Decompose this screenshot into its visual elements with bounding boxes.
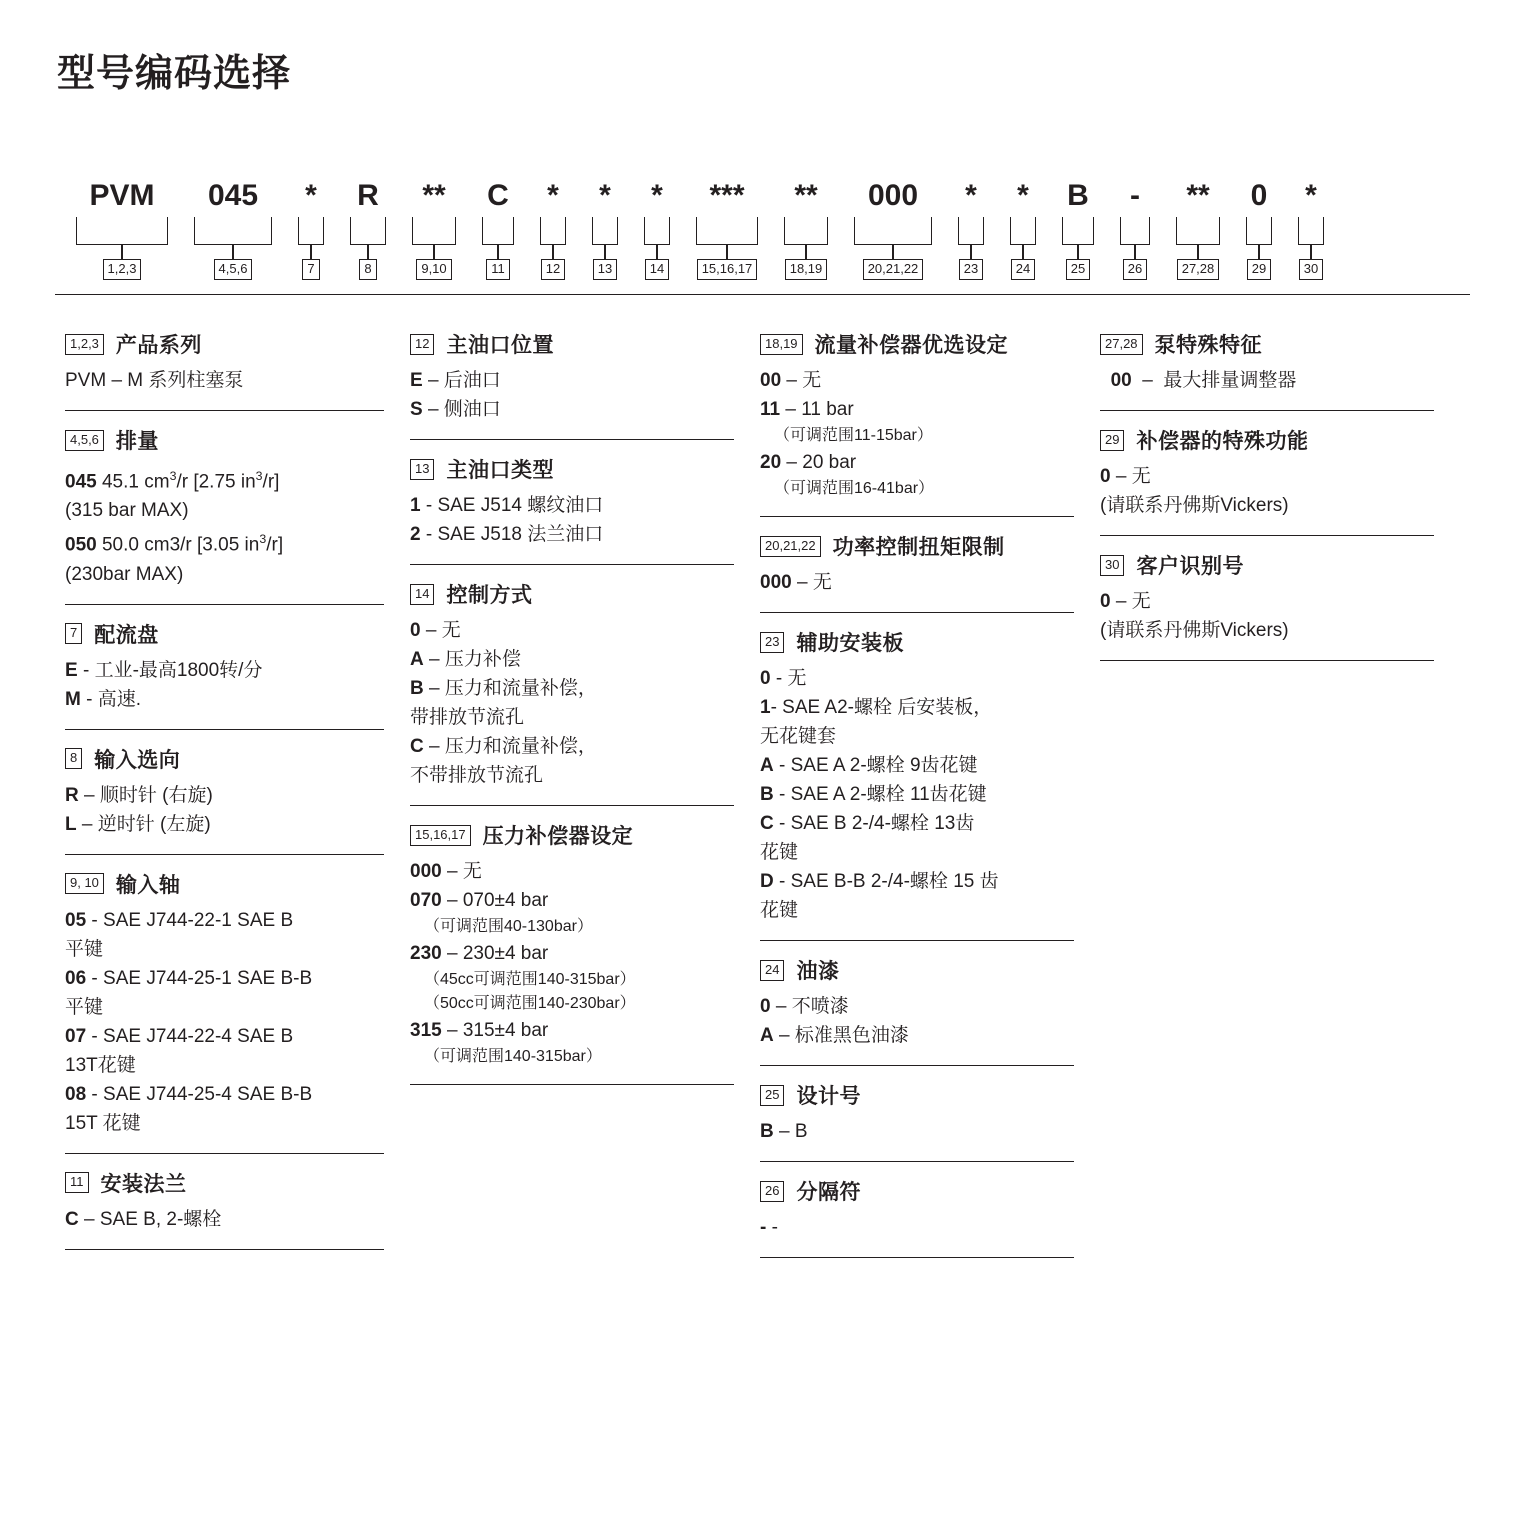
code-stem	[726, 245, 728, 259]
option-section	[65, 425, 384, 588]
option-entry: 无花键套	[760, 726, 837, 747]
code-segment	[683, 179, 771, 280]
code-stem	[1197, 245, 1199, 259]
option-section	[65, 329, 384, 394]
code-segment	[399, 179, 469, 280]
option-note: （50cc可调范围140-230bar）	[424, 995, 636, 1012]
option-note: （可调范围11-15bar）	[774, 427, 933, 444]
section-header	[65, 425, 384, 455]
code-position-label: 30	[1299, 259, 1323, 280]
option-entry: D - SAE B-B 2-/4-螺栓 15 齿	[760, 871, 999, 892]
code-bracket	[854, 217, 932, 245]
code-segment	[63, 179, 181, 280]
section-title: 油漆	[796, 960, 840, 983]
option-entry: 1- SAE A2-螺栓 后安装板，	[760, 697, 993, 718]
option-entry: 000 – 无	[760, 572, 832, 593]
code-stem	[1310, 245, 1312, 259]
section-title: 产品系列	[115, 334, 202, 357]
code-char: *	[651, 179, 663, 212]
option-section	[65, 869, 384, 1137]
code-bracket	[784, 217, 828, 245]
section-header	[65, 1168, 384, 1198]
code-char: 0	[1250, 179, 1268, 212]
code-stem	[433, 245, 435, 259]
section-divider	[65, 410, 384, 411]
option-entry: A – 压力补偿	[410, 649, 521, 670]
code-position-label: 15,16,17	[697, 259, 758, 280]
code-char: B	[1067, 179, 1089, 212]
section-divider	[760, 1161, 1074, 1162]
option-section	[410, 820, 734, 1068]
section-position-label: 27,28	[1100, 334, 1143, 355]
option-entry: C - SAE B 2-/4-螺栓 13齿	[760, 813, 975, 834]
code-bracket	[194, 217, 272, 245]
code-segment	[1107, 179, 1163, 280]
section-position-label: 8	[65, 748, 82, 769]
option-entry: 0 – 无	[1100, 591, 1151, 612]
section-header	[760, 1080, 1074, 1110]
code-stem	[1134, 245, 1136, 259]
code-bracket	[298, 217, 324, 245]
code-char: C	[487, 179, 509, 212]
code-position-label: 9,10	[416, 259, 451, 280]
option-entry: PVM – M 系列柱塞泵	[65, 370, 244, 391]
section-title: 流量补偿器优选设定	[814, 334, 1009, 357]
option-entry: 不带排放节流孔	[410, 765, 544, 786]
option-entry: 0 – 不喷漆	[760, 996, 849, 1017]
option-section	[410, 454, 734, 548]
code-position-label: 27,28	[1177, 259, 1220, 280]
option-entry: 08 - SAE J744-25-4 SAE B-B	[65, 1083, 313, 1105]
option-entry: L – 逆时针 (左旋)	[65, 813, 211, 835]
code-char: *	[1305, 179, 1317, 212]
section-header	[65, 619, 384, 649]
section-title: 补偿器的特殊功能	[1136, 430, 1309, 453]
section-position-label: 1,2,3	[65, 334, 104, 355]
section-header	[760, 329, 1074, 359]
option-section	[760, 955, 1074, 1049]
option-note: （可调范围140-315bar）	[424, 1048, 602, 1065]
option-entry: (请联系丹佛斯Vickers)	[1100, 495, 1289, 516]
option-entry: 315 – 315±4 bar	[410, 1020, 549, 1041]
code-segment	[997, 179, 1049, 280]
section-divider	[1100, 535, 1434, 536]
code-position-label: 23	[959, 259, 983, 280]
section-position-label: 15,16,17	[410, 825, 471, 846]
option-section	[760, 1176, 1074, 1241]
options-column	[410, 329, 760, 1099]
option-entry: 带排放节流孔	[410, 707, 525, 728]
section-divider	[760, 612, 1074, 613]
code-char: 000	[867, 179, 919, 212]
code-stem	[805, 245, 807, 259]
code-segment	[1163, 179, 1233, 280]
section-divider	[1100, 660, 1434, 661]
section-header	[1100, 425, 1434, 455]
section-header	[760, 627, 1074, 657]
section-divider	[410, 564, 734, 565]
option-section	[760, 329, 1074, 500]
option-entry: B – B	[760, 1121, 808, 1142]
section-divider	[410, 439, 734, 440]
option-entry: 00 – 最大排量调整器	[1110, 370, 1297, 391]
code-stem	[604, 245, 606, 259]
section-title: 功率控制扭矩限制	[832, 536, 1005, 559]
code-segment	[841, 179, 945, 280]
option-entry: 07 - SAE J744-22-4 SAE B	[65, 1025, 294, 1047]
section-position-label: 13	[410, 459, 434, 480]
code-segment	[945, 179, 997, 280]
code-stem	[310, 245, 312, 259]
code-position-label: 29	[1247, 259, 1271, 280]
option-entry: 0 – 无	[410, 620, 461, 641]
section-header	[410, 329, 734, 359]
section-title: 压力补偿器设定	[482, 825, 634, 848]
option-entry: 050 50.0 cm3/r [3.05 $in^3/r$]	[65, 532, 284, 556]
code-char: *	[547, 179, 559, 212]
section-divider	[65, 854, 384, 855]
option-section	[410, 579, 734, 789]
code-stem	[232, 245, 234, 259]
code-position-label: 8	[359, 259, 376, 280]
section-position-label: 24	[760, 960, 784, 981]
code-stem	[552, 245, 554, 259]
section-position-label: 30	[1100, 555, 1124, 576]
section-position-label: 4,5,6	[65, 430, 104, 451]
option-section	[1100, 329, 1434, 394]
section-divider	[1100, 410, 1434, 411]
code-position-label: 24	[1011, 259, 1035, 280]
option-entry: 0 - 无	[760, 668, 807, 689]
options-column	[1100, 329, 1460, 675]
option-entry: 花键	[760, 900, 799, 921]
code-segment	[631, 179, 683, 280]
option-entry: 20 – 20 bar	[760, 452, 857, 473]
code-segment	[1285, 179, 1337, 280]
section-title: 主油口位置	[446, 334, 554, 357]
option-entry: M - 高速.	[65, 688, 141, 710]
code-char: *	[1017, 179, 1029, 212]
code-char: *	[599, 179, 611, 212]
code-stem	[1077, 245, 1079, 259]
section-position-label: 29	[1100, 430, 1124, 451]
code-position-label: 25	[1066, 259, 1090, 280]
section-divider	[65, 1153, 384, 1154]
section-divider	[65, 1249, 384, 1250]
code-stem	[1022, 245, 1024, 259]
code-char: **	[1186, 179, 1210, 212]
section-title: 设计号	[796, 1085, 861, 1108]
option-entry: 1 - SAE J514 螺纹油口	[410, 495, 604, 516]
section-header	[1100, 550, 1434, 580]
section-divider	[65, 729, 384, 730]
option-section	[65, 619, 384, 713]
code-position-label: 12	[541, 259, 565, 280]
option-entry: 平键	[65, 996, 104, 1018]
code-position-label: 26	[1123, 259, 1147, 280]
section-title: 客户识别号	[1136, 555, 1244, 578]
option-entry: E - 工业-最高1800转/分	[65, 659, 263, 681]
code-bracket	[592, 217, 618, 245]
code-segment	[181, 179, 285, 280]
code-stem	[121, 245, 123, 259]
section-divider	[65, 604, 384, 605]
option-section	[1100, 425, 1434, 519]
section-position-label: 11	[65, 1172, 89, 1193]
option-entry: (230bar MAX)	[65, 563, 184, 585]
option-entry: 花键	[760, 842, 799, 863]
code-segment	[527, 179, 579, 280]
option-entry: A – 标准黑色油漆	[760, 1025, 909, 1046]
section-divider	[410, 805, 734, 806]
code-char: R	[357, 179, 379, 212]
code-char: ***	[709, 179, 745, 212]
section-header	[410, 454, 734, 484]
code-bracket	[412, 217, 456, 245]
code-position-label: 20,21,22	[863, 259, 924, 280]
code-position-label: 11	[486, 259, 510, 280]
section-header	[760, 955, 1074, 985]
section-position-label: 14	[410, 584, 434, 605]
code-stem	[656, 245, 658, 259]
option-entry: (请联系丹佛斯Vickers)	[1100, 620, 1289, 641]
code-bracket	[1298, 217, 1324, 245]
option-note: （可调范围16-41bar）	[774, 480, 935, 497]
option-section	[65, 1168, 384, 1233]
code-stem	[367, 245, 369, 259]
section-position-label: 25	[760, 1085, 784, 1106]
option-entry: E – 后油口	[410, 370, 501, 391]
code-position-label: 4,5,6	[214, 259, 253, 280]
section-header	[760, 1176, 1074, 1206]
option-entry: 13T花键	[65, 1054, 136, 1076]
code-bracket	[482, 217, 514, 245]
section-position-label: 9, 10	[65, 873, 104, 894]
option-entry: 00 – 无	[760, 370, 822, 391]
code-stem	[970, 245, 972, 259]
code-bracket	[1176, 217, 1220, 245]
section-divider	[760, 1257, 1074, 1258]
code-segment	[771, 179, 841, 280]
options-columns	[55, 329, 1470, 1272]
section-position-label: 7	[65, 623, 82, 644]
code-position-label: 14	[645, 259, 669, 280]
section-title: 配流盘	[94, 623, 159, 647]
option-entry: A - SAE A 2-螺栓 9齿花键	[760, 755, 978, 776]
section-title: 输入轴	[115, 873, 181, 897]
code-segment	[1049, 179, 1107, 280]
page-title: 型号编码选择	[57, 53, 292, 95]
section-header	[410, 579, 734, 609]
section-header	[65, 329, 384, 359]
option-section	[760, 531, 1074, 596]
code-bracket	[76, 217, 168, 245]
option-entry: 0 – 无	[1100, 466, 1151, 487]
option-entry: R – 顺时针 (右旋)	[65, 784, 213, 806]
section-title: 控制方式	[446, 584, 533, 607]
section-divider	[760, 1065, 1074, 1066]
section-header	[760, 531, 1074, 561]
option-entry: 2 - SAE J518 法兰油口	[410, 524, 604, 545]
code-segment	[1233, 179, 1285, 280]
code-char: -	[1130, 179, 1140, 212]
option-entry: 05 - SAE J744-22-1 SAE B	[65, 909, 294, 931]
option-entry: - -	[760, 1217, 778, 1238]
section-divider	[760, 516, 1074, 517]
code-stem	[892, 245, 894, 259]
section-position-label: 23	[760, 632, 784, 653]
code-divider	[55, 294, 1470, 295]
code-bracket	[1246, 217, 1272, 245]
code-position-label: 13	[593, 259, 617, 280]
code-bracket	[1120, 217, 1150, 245]
code-char: *	[305, 179, 317, 212]
code-char: **	[794, 179, 818, 212]
section-title: 分隔符	[796, 1181, 861, 1204]
code-char: **	[422, 179, 446, 212]
section-position-label: 12	[410, 334, 434, 355]
section-title: 输入选向	[94, 748, 181, 772]
option-section	[1100, 550, 1434, 644]
code-stem	[1258, 245, 1260, 259]
section-position-label: 26	[760, 1181, 784, 1202]
option-entry: 11 – 11 bar	[760, 399, 854, 420]
option-note: （可调范围40-130bar）	[424, 918, 593, 935]
option-entry: 230 – 230±4 bar	[410, 943, 549, 964]
section-divider	[410, 1084, 734, 1085]
code-segment	[337, 179, 399, 280]
section-header	[410, 820, 734, 850]
code-bracket	[958, 217, 984, 245]
option-section	[760, 1080, 1074, 1145]
option-entry: B – 压力和流量补偿，	[410, 678, 597, 699]
code-bracket	[540, 217, 566, 245]
code-position-label: 7	[302, 259, 319, 280]
option-entry: 000 – 无	[410, 861, 482, 882]
section-title: 主油口类型	[446, 459, 554, 482]
code-stem	[497, 245, 499, 259]
code-position-label: 1,2,3	[103, 259, 142, 280]
section-position-label: 18,19	[760, 334, 803, 355]
option-entry: 06 - SAE J744-25-1 SAE B-B	[65, 967, 313, 989]
option-entry: 045 45.1 $cm^3/r$ [2.75 $in^3/r$]	[65, 469, 280, 493]
code-position-label: 18,19	[785, 259, 828, 280]
code-bracket	[1010, 217, 1036, 245]
option-entry: S – 侧油口	[410, 399, 501, 420]
option-entry: 平键	[65, 938, 104, 960]
option-entry: (315 bar MAX)	[65, 500, 189, 522]
code-bracket	[1062, 217, 1094, 245]
section-title: 排量	[115, 430, 159, 453]
code-bracket	[350, 217, 386, 245]
code-row	[55, 179, 1470, 280]
option-entry: C – SAE B, 2-螺栓	[65, 1208, 222, 1230]
options-column	[760, 329, 1100, 1272]
section-title: 泵特殊特征	[1154, 334, 1263, 357]
code-segment	[579, 179, 631, 280]
code-bracket	[696, 217, 758, 245]
options-column	[55, 329, 410, 1264]
section-title: 辅助安装板	[796, 632, 904, 655]
code-segment	[285, 179, 337, 280]
section-header	[65, 744, 384, 774]
option-note: （45cc可调范围140-315bar）	[424, 971, 636, 988]
code-char: PVM	[89, 179, 155, 212]
option-entry: C – 压力和流量补偿，	[410, 736, 597, 757]
code-segment	[469, 179, 527, 280]
option-entry: 15T 花键	[65, 1112, 141, 1134]
code-bracket	[644, 217, 670, 245]
section-position-label: 20,21,22	[760, 536, 821, 557]
section-header	[1100, 329, 1434, 359]
option-section	[65, 744, 384, 838]
section-divider	[760, 940, 1074, 941]
section-title: 安装法兰	[100, 1172, 187, 1196]
model-code-string	[55, 179, 1470, 309]
option-section	[760, 627, 1074, 924]
option-entry: 070 – 070±4 bar	[410, 890, 549, 911]
section-header	[65, 869, 384, 899]
code-char: 045	[207, 179, 259, 212]
code-char: *	[965, 179, 977, 212]
option-section	[410, 329, 734, 423]
option-entry: B - SAE A 2-螺栓 11齿花键	[760, 784, 987, 805]
